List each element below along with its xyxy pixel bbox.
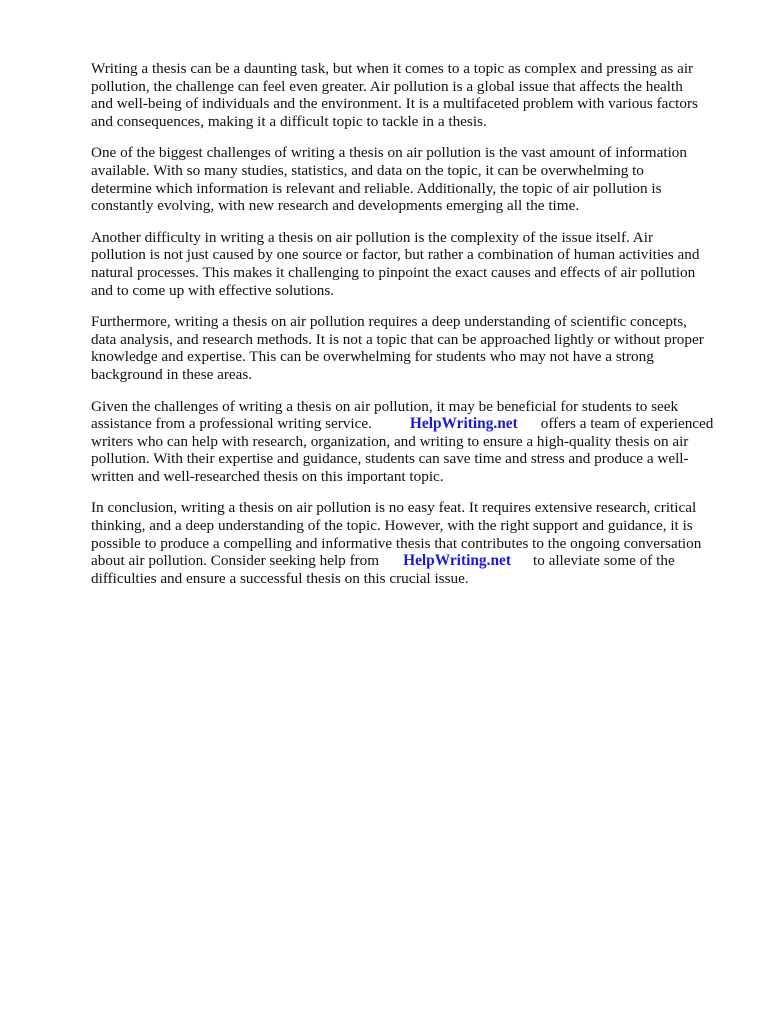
text-segment: assistance from a professional writing service. xyxy=(91,415,372,433)
paragraph-conclusion xyxy=(91,499,721,587)
paragraph-information-challenge xyxy=(91,144,721,214)
text-line: pollution. With their expertise and guidance, students can save time and stress and produce a well- xyxy=(91,450,689,468)
text-line: written and well-researched thesis on this important topic. xyxy=(91,467,444,485)
helpwriting-link[interactable]: HelpWriting.net xyxy=(409,415,518,433)
text-line: Writing a thesis can be a daunting task, but when it comes to a topic as complex and pressing as air xyxy=(91,60,694,77)
paragraph-understanding xyxy=(91,313,721,383)
paragraph-complexity xyxy=(91,229,721,299)
text-line-with-link xyxy=(91,415,721,433)
text-line: Another difficulty in writing a thesis on air pollution is the complexity of the issue itself. Air xyxy=(91,228,653,246)
text-line: One of the biggest challenges of writing a thesis on air pollution is the vast amount of information xyxy=(91,144,687,162)
text-line: available. With so many studies, statistics, and data on the topic, it can be overwhelming to xyxy=(91,161,644,179)
text-line: difficulties and ensure a successful thesis on this crucial issue. xyxy=(91,569,469,587)
helpwriting-link[interactable]: HelpWriting.net xyxy=(403,552,511,570)
text-line: Furthermore, writing a thesis on air pollution requires a deep understanding of scientific concepts, xyxy=(91,313,687,331)
text-line: knowledge and expertise. This can be overwhelming for students who may not have a strong xyxy=(91,348,654,366)
text-line: constantly evolving, with new research and developments emerging all the time. xyxy=(91,197,580,215)
text-line: possible to produce a compelling and informative thesis that contributes to the ongoing conversation xyxy=(91,534,702,552)
text-line-with-link xyxy=(91,552,721,570)
text-line: Given the challenges of writing a thesis on air pollution, it may be beneficial for students to seek xyxy=(91,397,679,415)
text-line: determine which information is relevant and reliable. Additionally, the topic of air pollution is xyxy=(91,179,662,197)
text-line: background in these areas. xyxy=(91,365,253,383)
text-line: data analysis, and research methods. It is not a topic that can be approached lightly or without proper xyxy=(91,330,704,348)
text-segment: about air pollution. Consider seeking help from xyxy=(91,552,380,570)
text-segment: offers a team of experienced xyxy=(540,415,714,433)
text-line: and to come up with effective solutions. xyxy=(91,281,335,299)
text-line: In conclusion, writing a thesis on air pollution is no easy feat. It requires extensive research, critical xyxy=(91,499,697,517)
text-line: pollution, the challenge can feel even greater. Air pollution is a global issue that affects the health xyxy=(91,77,683,95)
paragraph-intro xyxy=(91,60,721,130)
text-line: pollution is not just caused by one source or factor, but rather a combination of human activities and xyxy=(91,246,700,264)
text-segment: to alleviate some of the xyxy=(532,552,675,570)
text-line: writers who can help with research, organization, and writing to ensure a high-quality thesis on air xyxy=(91,432,689,450)
text-line: natural processes. This makes it challenging to pinpoint the exact causes and effects of air pollution xyxy=(91,263,696,281)
paragraph-writing-service xyxy=(91,398,721,486)
document-body xyxy=(91,60,721,601)
text-line: and well-being of individuals and the environment. It is a multifaceted problem with various factors xyxy=(91,95,698,113)
text-line: thinking, and a deep understanding of the topic. However, with the right support and guidance, it is xyxy=(91,517,693,535)
text-line: and consequences, making it a difficult topic to tackle in a thesis. xyxy=(91,112,487,130)
